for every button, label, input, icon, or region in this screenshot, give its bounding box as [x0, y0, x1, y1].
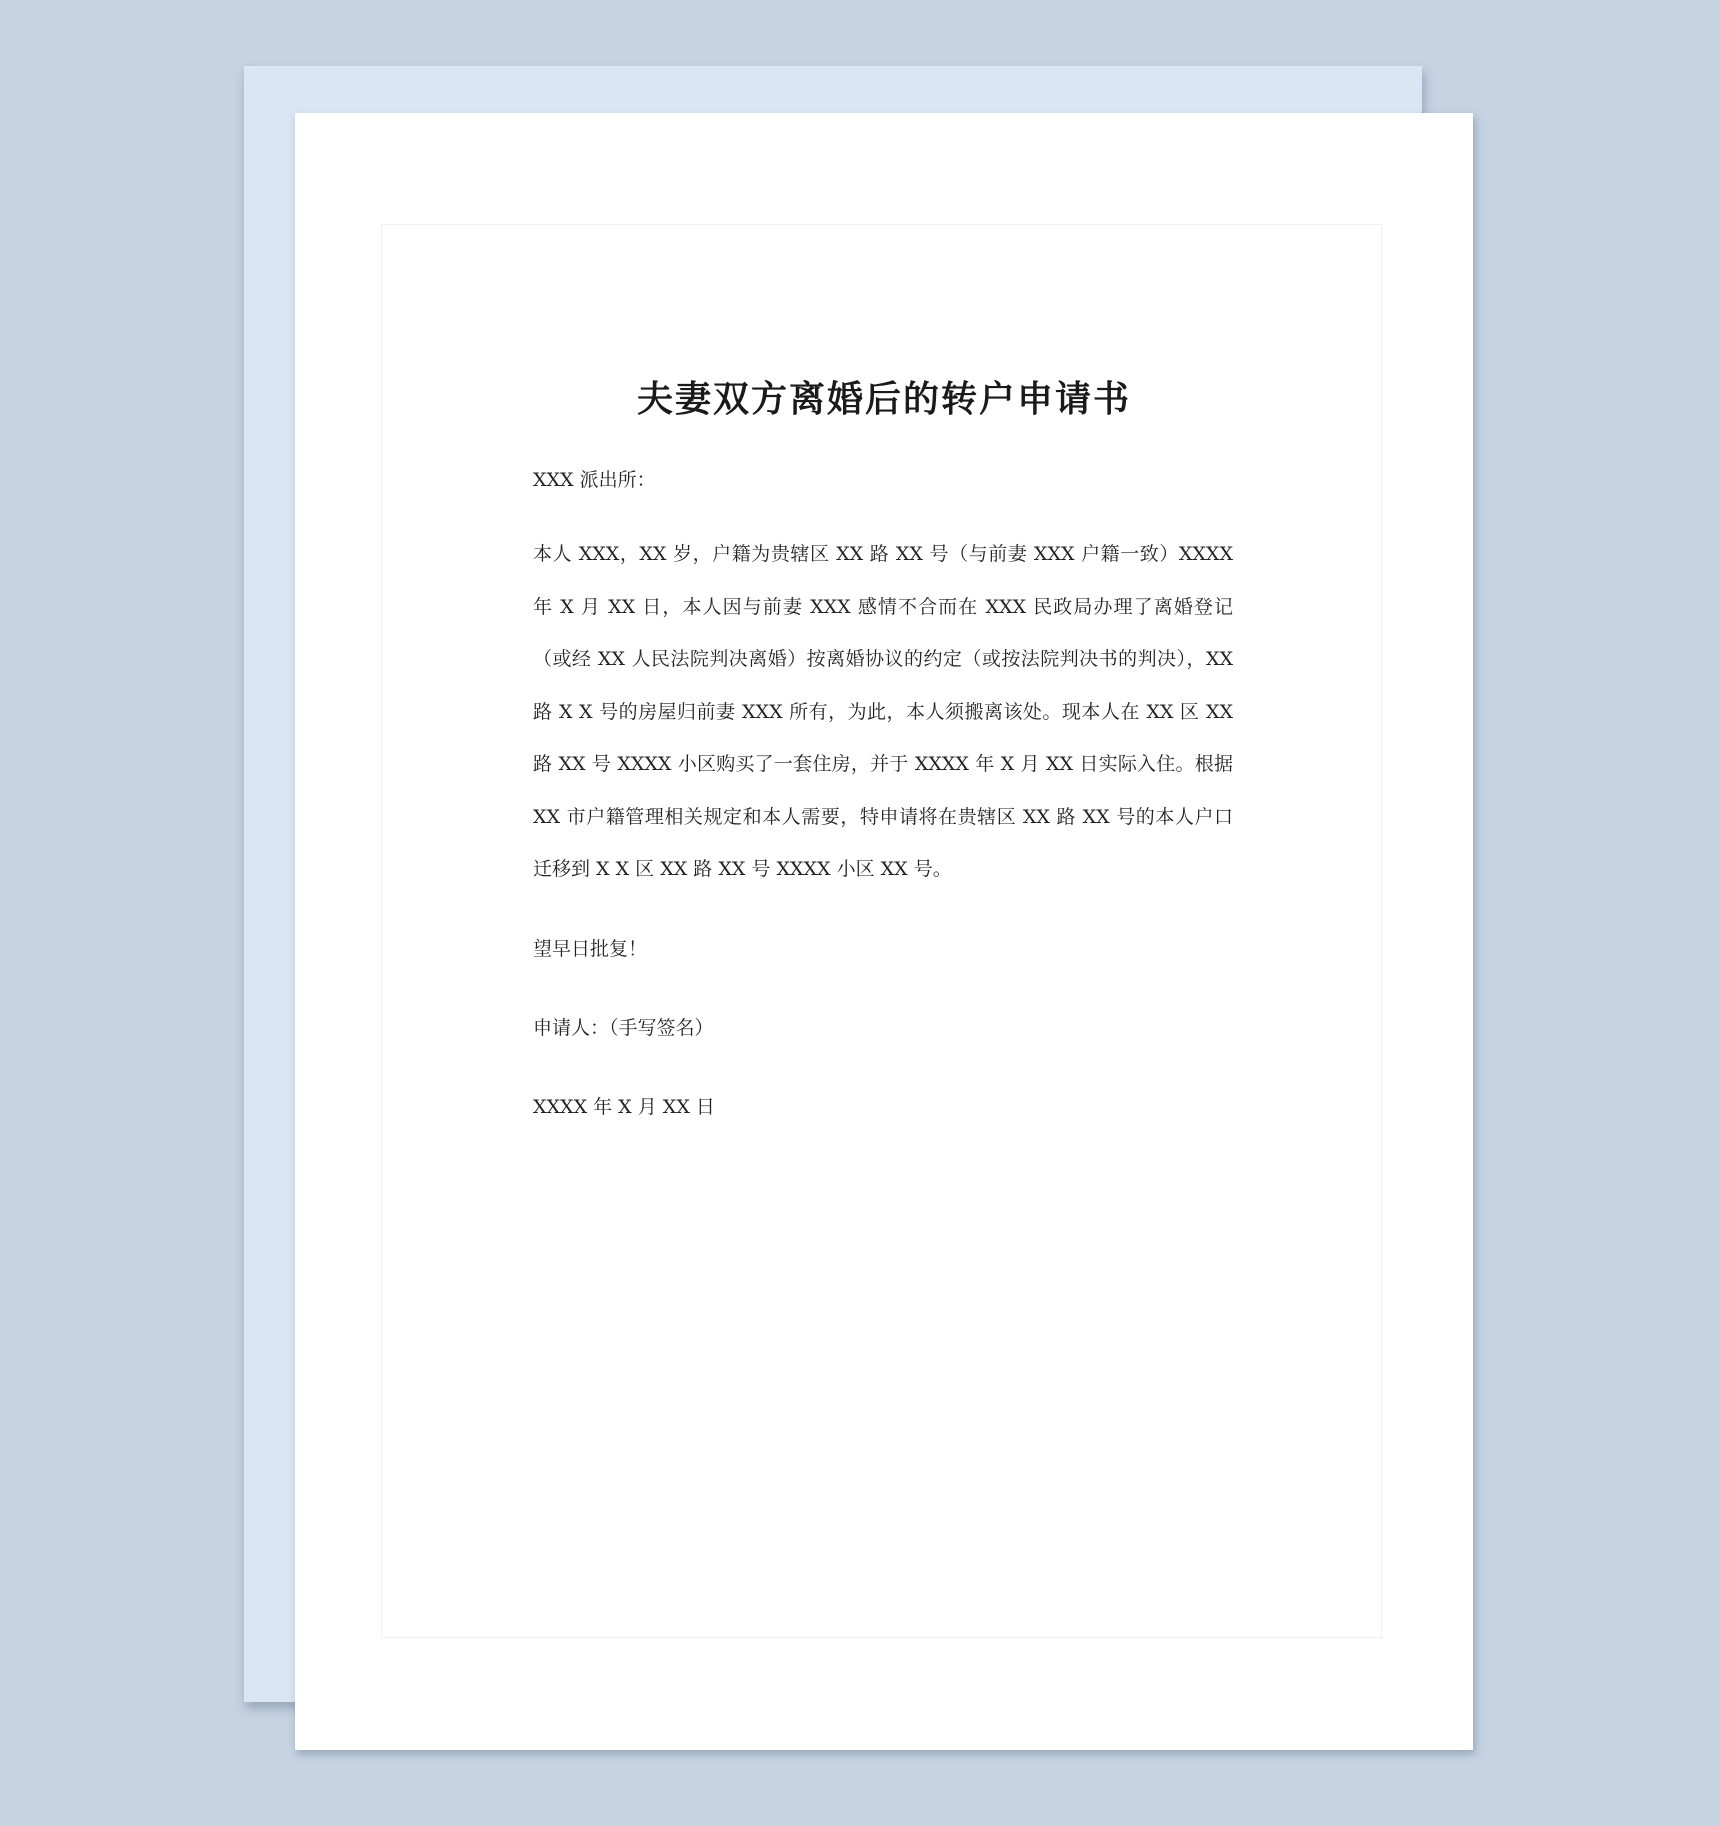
date-line: XXXX 年 X 月 XX 日	[533, 1096, 715, 1118]
addressee-line: XXX 派出所：	[533, 469, 656, 491]
body-paragraph: 本人 XXX，XX 岁，户籍为贵辖区 XX 路 XX 号（与前妻 XXX 户籍一致）XXXX 年 X 月 XX 日，本人因与前妻 XXX 感情不合而在 XXX 民政局办理了离婚登记（或经 XX 人民法院判决离婚）按离婚协议的约定（或按法院判决书的判决），XX 路 X X 号的房屋归前妻 XXX 所有，为此，本人须搬离该处。现本人在 XX 区 XX 路 XX 号 XXXX 小区购买了一套住房，并于 XXXX 年 X 月 XX 日实际入住。根据 XX 市户籍管理相关规定和本人需要，特申请将在贵辖区 XX 路 XX 号的本人户口迁移到 X X 区 XX 路 XX 号 XXXX 小区 XX 号。	[533, 543, 1233, 880]
document-title: 夫妻双方离婚后的转户申请书	[636, 378, 1131, 420]
applicant-signature-line: 申请人：（手写签名）	[533, 1017, 714, 1039]
closing-line: 望早日批复！	[533, 938, 648, 960]
document-page	[295, 113, 1473, 1750]
page-margin-frame	[381, 224, 1382, 1638]
